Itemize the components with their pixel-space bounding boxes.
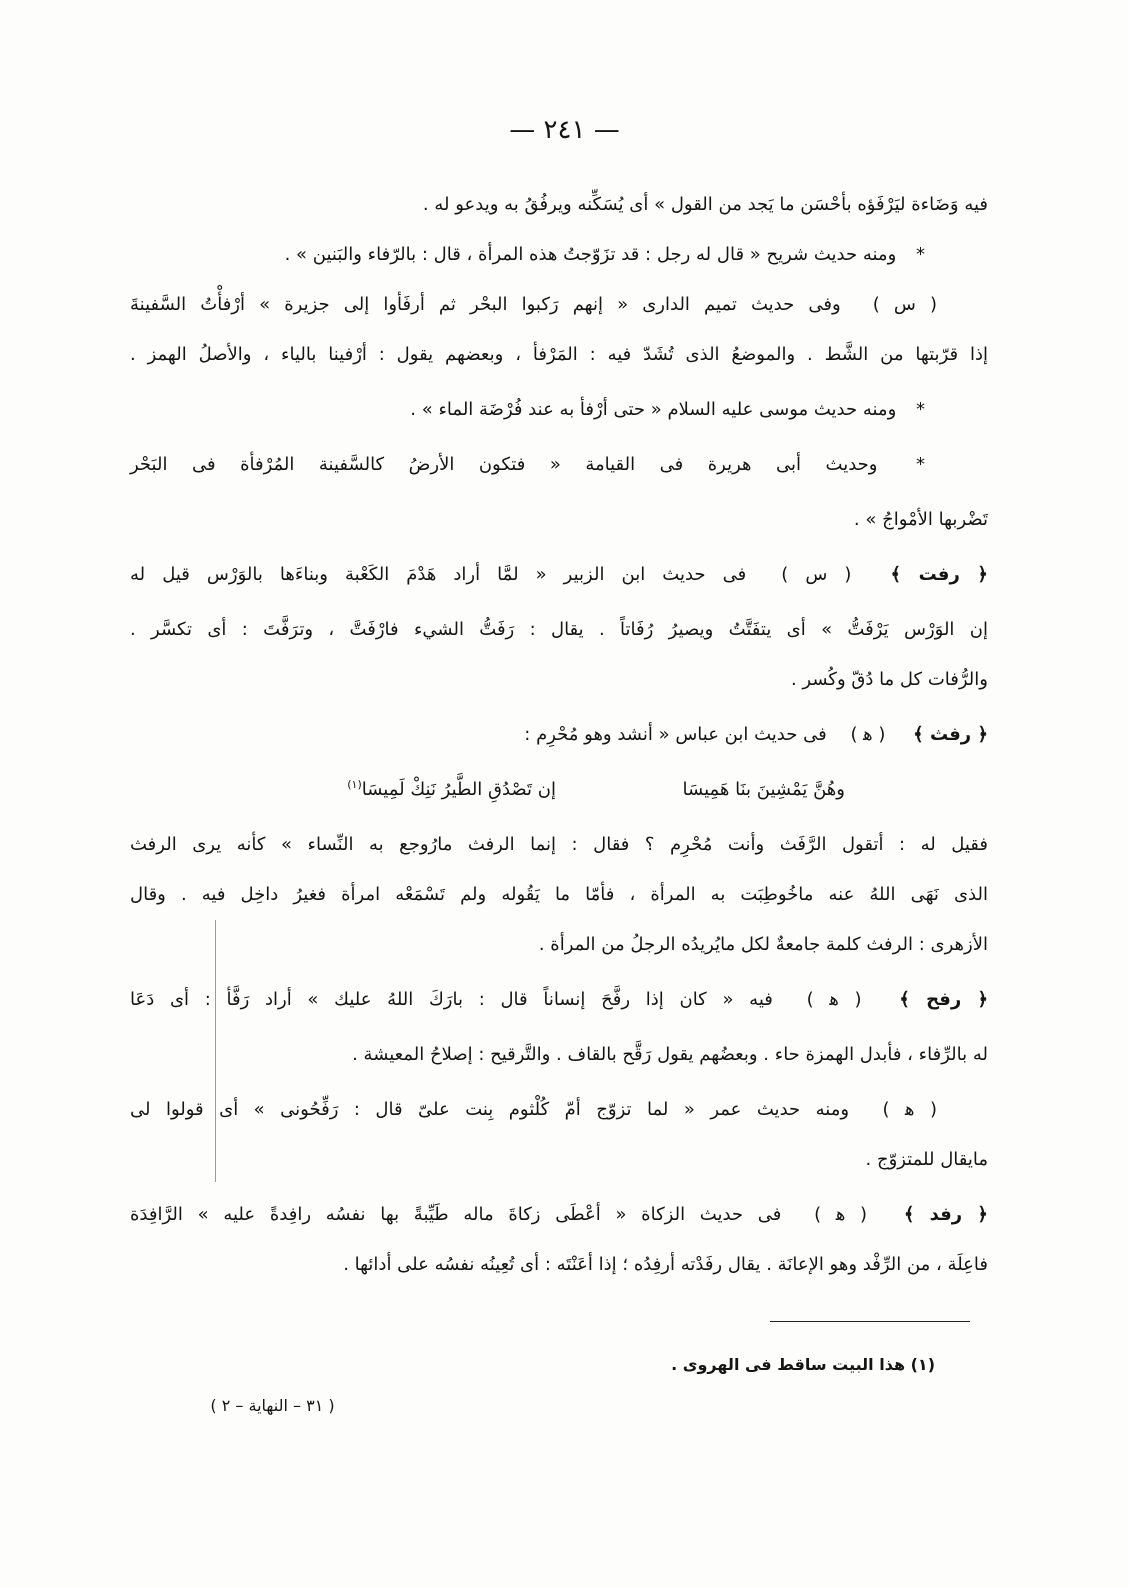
text-line: [130, 665, 988, 695]
source-marker: ( ﻫ ): [806, 989, 862, 1010]
asterisk-marker: *: [916, 454, 925, 475]
verse-first-hemistich: وهُنَّ يَمْشِينَ بنَا هَمِيسَا: [682, 779, 845, 800]
entry-line: [130, 560, 988, 590]
source-marker: ( س ): [872, 294, 937, 315]
page-number: — ٢٤١ —: [509, 115, 620, 145]
text-line: [130, 340, 988, 370]
entry-line: [130, 720, 988, 750]
line-text: فيه « كان إذا رفَّحَ إنساناً قال : بارَكَ اللهُ عليك » أراد رَفَّأ : أى دَعَا: [130, 989, 773, 1010]
text-line: [130, 1145, 988, 1175]
entry-headword: ﴿ رفث ﴾: [913, 724, 988, 745]
line-text: وفى حديث تميم الدارى « إنهم رَكبوا البحْر ثم أرفَأوا إلى جزيرة » أرْفأْتُ السَّفينةَ: [130, 294, 841, 315]
footnote-separator: [770, 1321, 970, 1322]
line-text: له بالرِّفاء ، فأبدل الهمزة حاء . وبعضُهم يقول رَقَّح بالقاف . والتَّرقيح : إصلاحُ المعيشة .: [352, 1044, 988, 1065]
source-marker: ( س ): [781, 564, 852, 585]
text-line: [130, 450, 925, 480]
line-text: تَضْربها الأمْواجُ » .: [853, 509, 988, 530]
source-marker: ( ﻫ ): [850, 724, 886, 745]
verse-second-text: إن تَصْدُقِ الطَّيرُ نَنِكْ لَمِيسَا: [361, 779, 556, 800]
line-text: فى حديث ابن عباس « أنشد وهو مُحْرِم :: [524, 724, 827, 745]
line-text: الأزهرى : الرفث كلمة جامعةٌ لكل مايُريدُه الرجلُ من المرأة .: [538, 934, 988, 955]
source-marker: ( ﻫ ): [814, 1204, 868, 1225]
text-line: [130, 930, 988, 960]
line-text: فاعِلَة ، من الرِّفْد وهو الإعانَة . يقال رفَدْته أرفِدُه ؛ إذا أعَنْتَه : أى تُعِينُه نفسُه على أدائها .: [343, 1254, 988, 1275]
text-line: [130, 615, 988, 645]
text-line: [130, 240, 925, 270]
text-line: [130, 395, 925, 425]
asterisk-marker: *: [916, 399, 925, 420]
line-text: فى حديث ابن الزبير « لمَّا أراد هَدْمَ الكَعْبة وبناءَها بالوَرْس قيل له: [130, 564, 747, 585]
line-text: ومنه حديث عمر « لما تزوّج أمّ كُلْثوم بِنت علىّ قال : رَفِّحُونى » أى قولوا لى: [130, 1099, 850, 1120]
line-text: مايقال للمتزوّج .: [865, 1149, 988, 1170]
text-line: [130, 1040, 988, 1070]
text-line: [130, 1095, 937, 1125]
text-line: [130, 1250, 988, 1280]
line-text: ومنه حديث موسى عليه السلام « حتى أرْفأ به عند فُرْضَة الماء » .: [410, 399, 897, 420]
footnote: (١) هذا البيت ساقط فى الهروى .: [671, 1355, 935, 1374]
entry-headword: ﴿ رفت ﴾: [890, 564, 988, 585]
footnote-ref: (١): [347, 778, 362, 791]
text-line: [130, 190, 988, 220]
text-line: [130, 290, 937, 320]
entry-line: [130, 1200, 988, 1230]
line-text: فقيل له : أتقول الرَّفَث وأنت مُحْرِم ؟ فقال : إنما الرفث مارُوجع به النِّساء » كأنه يرى الرفث: [130, 834, 988, 855]
line-text: الذى نَهَى اللهُ عنه ماخُوطِبَت به المرأة ، فأمّا ما يَقُوله ولم تَسْمَعْه امرأة فغيرُ داخِل فيه . وقال: [130, 884, 988, 905]
line-text: وحديث أبى هريرة فى القيامة « فتكون الأرضُ كالسَّفينة المُرْفأة فى البَحْر: [130, 454, 878, 475]
entry-headword: ﴿ رفد ﴾: [903, 1204, 988, 1225]
asterisk-marker: *: [916, 244, 925, 265]
line-text: ومنه حديث شريح « قال له رجل : قد تزَوّجتُ هذه المرأة ، قال : بالرّفاء والبَنين » .: [284, 244, 897, 265]
signature-mark: ( ٣١ – النهاية – ٢ ): [210, 1396, 335, 1415]
line-text: والرُّفات كل ما دُقّ وكُسر .: [790, 669, 988, 690]
line-text: فى حديث الزكاة « أعْطَى زكاةَ ماله طَيِّبةً بها نفسُه رافِدةً عليه » الرَّافِدَة: [130, 1204, 782, 1225]
text-line: [130, 830, 988, 860]
line-text: فيه وَضَاءة ليَرْفَؤه بأحْسَن ما يَجد من القول » أى يُسَكِّنه ويرفُقُ به ويدعو له .: [422, 194, 988, 215]
margin-rule: [215, 920, 216, 1182]
text-line: [130, 505, 988, 535]
entry-headword: ﴿ رفح ﴾: [899, 989, 989, 1010]
entry-line: [130, 985, 988, 1015]
verse-second-hemistich: [347, 775, 556, 805]
line-text: إن الوَرْس يَرْفَتُّ » أى يتفَتَّتُ ويصيرُ رُفَاتاً . يقال : رَفَتُّ الشيء فارْفَتَّ ، وترَفَّتَ : أى تكسَّر .: [130, 619, 988, 640]
line-text: إذا قرّبتها من الشَّط . والموضعُ الذى تُشَدّ فيه : المَرْفأ ، وبعضهم يقول : أرْفينا بالياء ، والأصلُ الهمز .: [130, 344, 988, 365]
text-line: [130, 880, 988, 910]
source-marker: ( ﻫ ): [882, 1099, 938, 1120]
